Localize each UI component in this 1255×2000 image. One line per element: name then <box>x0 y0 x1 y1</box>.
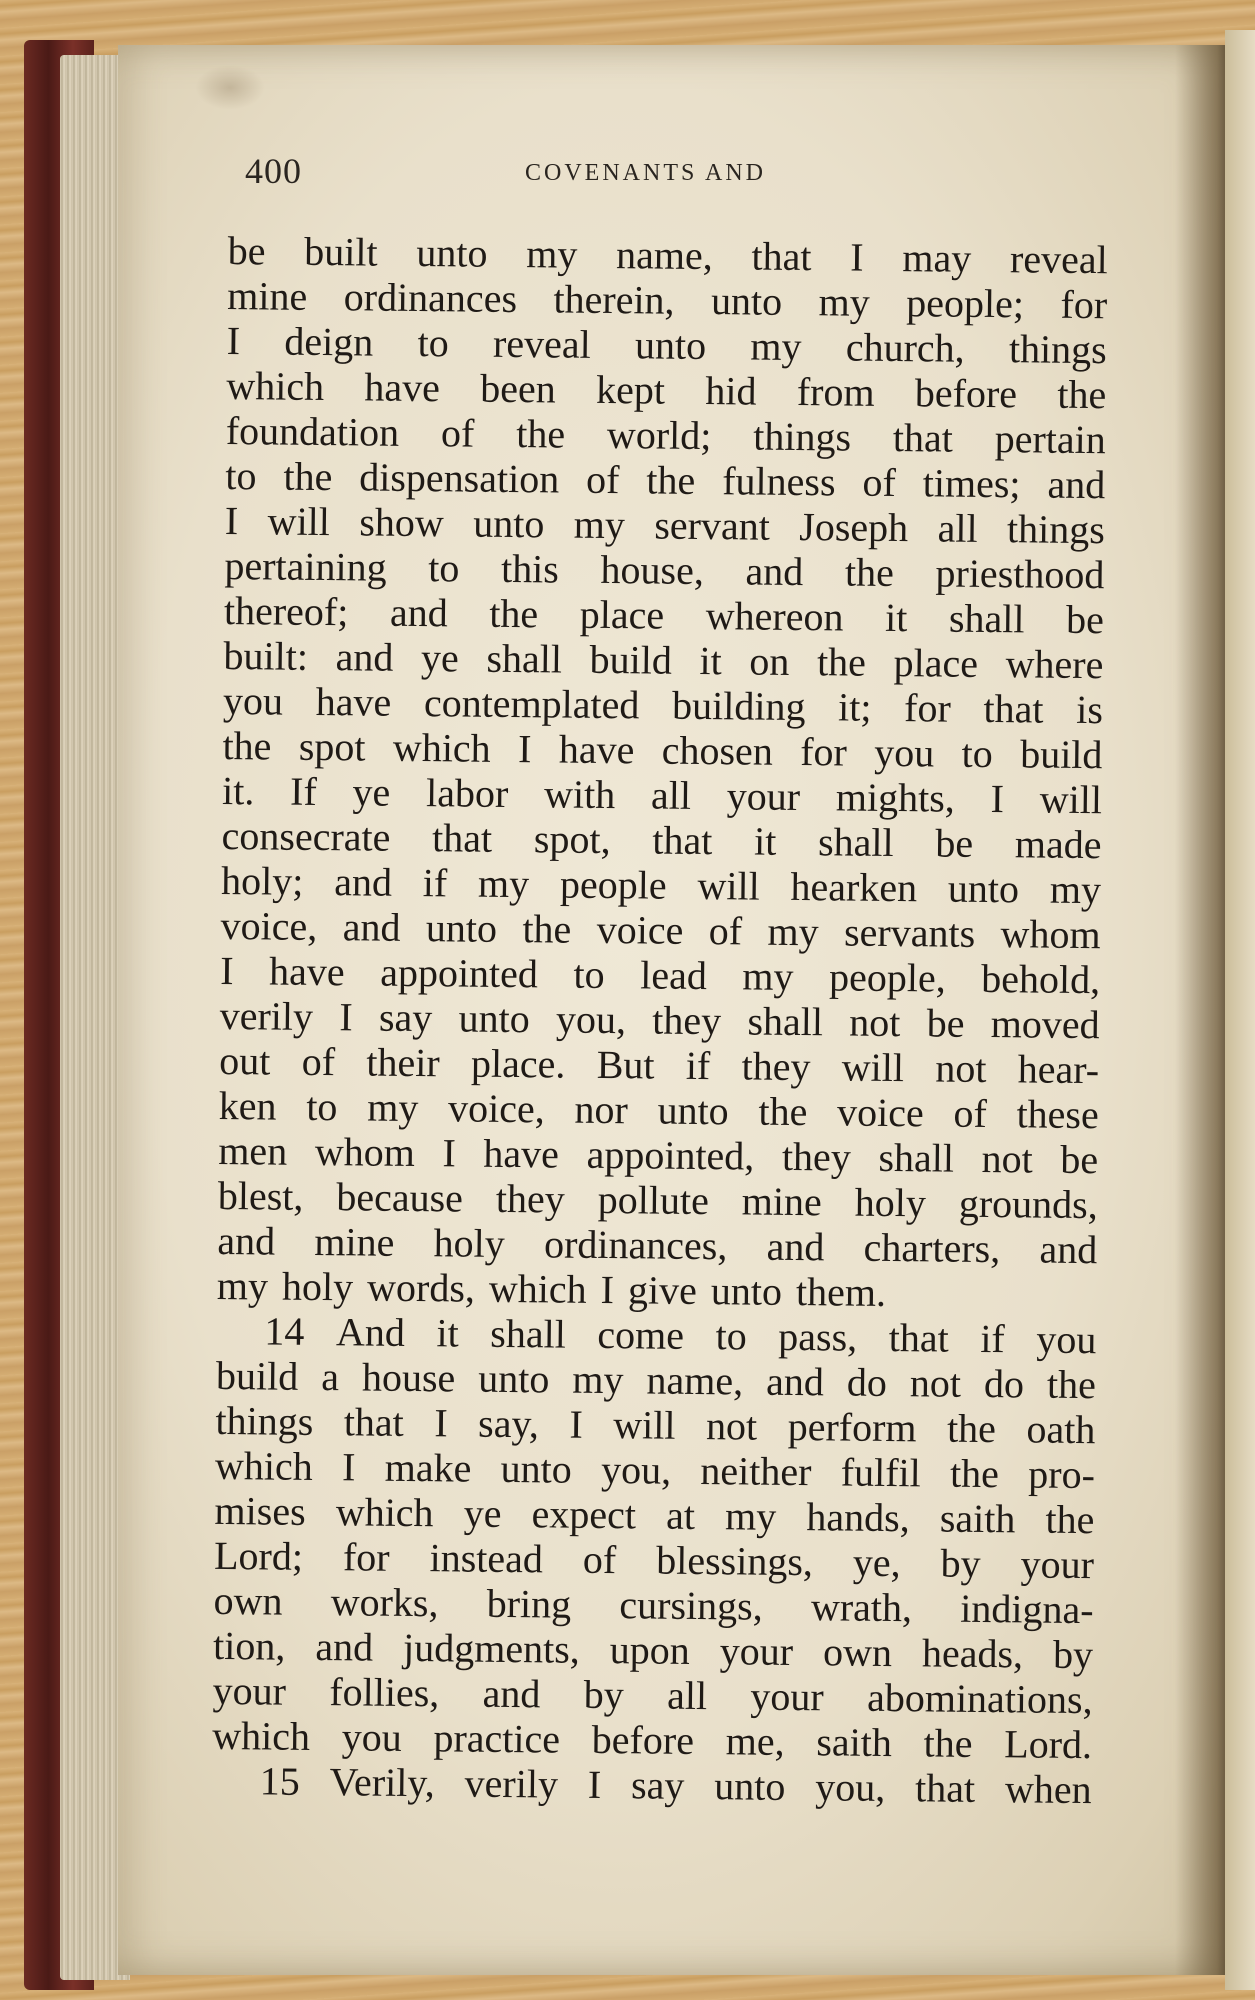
page-number: 400 <box>245 151 302 191</box>
text-line: pertaining to this house, and the priesthood <box>224 542 1105 598</box>
text-line: men whom I have appointed, they shall not be <box>218 1127 1099 1183</box>
text-line: I deign to reveal unto my church, things <box>226 317 1107 373</box>
text-line: holy; and if my people will hearken unto my <box>220 857 1102 913</box>
text-line: I have appointed to lead my people, behold, <box>219 947 1101 1003</box>
text-line: be built unto my name, that I may reveal <box>227 228 1108 283</box>
text-line: thereof; and the place whereon it shall be <box>223 587 1105 643</box>
text-line: and mine holy ordinances, and charters, and <box>217 1217 1098 1273</box>
text-line: which I make unto you, neither fulfil the pro- <box>214 1442 1096 1498</box>
text-line: 15 Verily, verily I say unto you, that when <box>259 1758 1092 1813</box>
text-line: to the dispensation of the fulness of times; and <box>225 452 1106 508</box>
text-line: tion, and judgments, upon your own heads, by <box>212 1622 1094 1678</box>
text-line: Lord; for instead of blessings, ye, by your <box>213 1532 1095 1588</box>
text-line: blest, because they pollute mine holy grounds, <box>217 1172 1098 1228</box>
text-line: my holy words, which I give unto them. <box>216 1262 887 1315</box>
body-text <box>212 228 1108 1812</box>
text-line: which have been kept hid from before the <box>226 362 1107 418</box>
text-line: the spot which I have chosen for you to build <box>222 722 1103 778</box>
page-smudge <box>195 65 265 110</box>
text-line: your follies, and by all your abominations, <box>212 1667 1093 1723</box>
text-line: foundation of the world; things that pertain <box>225 407 1107 463</box>
text-line: you have contemplated building it; for that is <box>222 677 1104 733</box>
text-line: it. If ye labor with all your mights, I will <box>221 767 1103 823</box>
text-line: build a house unto my name, and do not do the <box>215 1352 1097 1408</box>
text-line: I will show unto my servant Joseph all things <box>224 497 1106 553</box>
text-line: out of their place. But if they will not hear- <box>219 1037 1100 1093</box>
text-line: mine ordinances therein, unto my people; for <box>227 272 1108 328</box>
text-line: verily I say unto you, they shall not be moved <box>219 992 1100 1048</box>
text-line: own works, bring cursings, wrath, indigna- <box>213 1577 1094 1633</box>
running-head <box>245 150 1105 200</box>
facing-page-edge <box>1225 30 1255 1990</box>
text-line: ken to my voice, nor unto the voice of these <box>218 1082 1099 1138</box>
text-line: which you practice before me, saith the Lord. <box>211 1712 1093 1768</box>
text-line: consecrate that spot, that it shall be made <box>221 812 1102 868</box>
text-line: things that I say, I will not perform the oath <box>215 1397 1096 1453</box>
text-line: 14 And it shall come to pass, that if you <box>264 1308 1097 1363</box>
running-head-title: COVENANTS AND <box>525 160 767 186</box>
text-line: voice, and unto the voice of my servants whom <box>220 902 1101 958</box>
text-line: built: and ye shall build it on the place where <box>223 632 1104 688</box>
text-line: mises which ye expect at my hands, saith the <box>214 1487 1095 1543</box>
